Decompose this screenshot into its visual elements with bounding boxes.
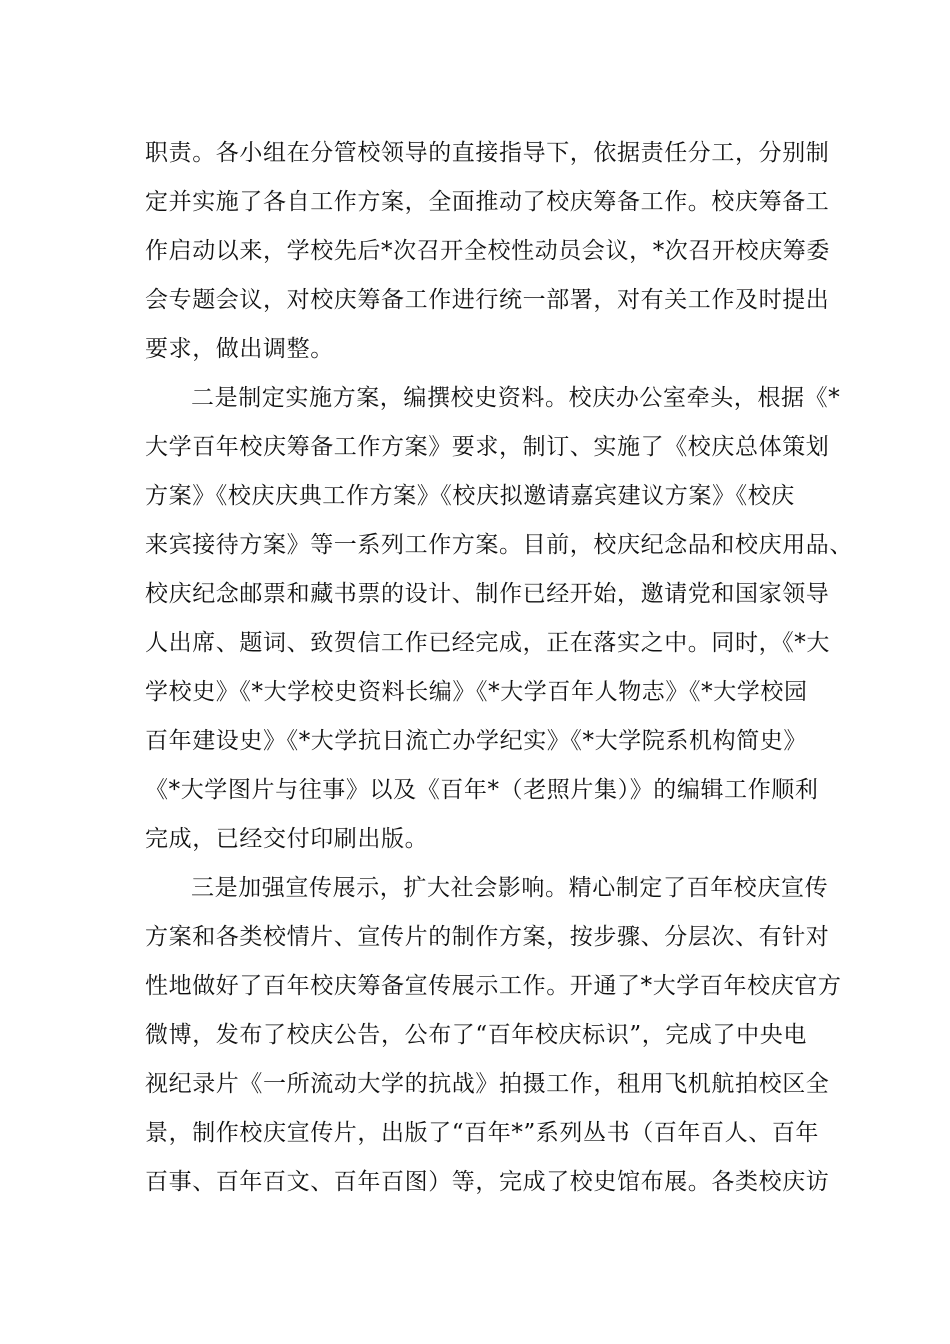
- text-line: 视纪录片《一所流动大学的抗战》拍摄工作，租用飞机航拍校区全: [145, 1071, 830, 1097]
- text-line: 三是加强宣传展示，扩大社会影响。精心制定了百年校庆宣传: [191, 875, 829, 901]
- text-line: 二是制定实施方案，编撰校史资料。校庆办公室牵头，根据《*: [191, 385, 841, 411]
- text-line: 方案和各类校情片、宣传片的制作方案，按步骤、分层次、有针对: [145, 924, 830, 950]
- paragraph-three: [145, 864, 842, 1207]
- text-line: 要求，做出调整。: [145, 336, 334, 362]
- text-line: 人出席、题词、致贺信工作已经完成，正在落实之中。同时，《*大: [145, 630, 830, 656]
- text-line: 百年建设史》《*大学抗日流亡办学纪实》《*大学院系机构简史》: [145, 728, 807, 754]
- text-line: 方案》《校庆庆典工作方案》《校庆拟邀请嘉宾建议方案》《校庆: [145, 483, 795, 509]
- text-line: 微博，发布了校庆公告，公布了“百年校庆标识”，完成了中央电: [145, 1022, 807, 1048]
- text-line: 性地做好了百年校庆筹备宣传展示工作。开通了*大学百年校庆官方: [145, 973, 842, 999]
- text-line: 大学百年校庆筹备工作方案》要求，制订、实施了《校庆总体策划: [145, 434, 830, 460]
- document-body: [145, 129, 853, 1207]
- text-line: 会专题会议，对校庆筹备工作进行统一部署，对有关工作及时提出: [145, 287, 830, 313]
- text-line: 定并实施了各自工作方案，全面推动了校庆筹备工作。校庆筹备工: [145, 189, 830, 215]
- text-line: 作启动以来，学校先后*次召开全校性动员会议，*次召开校庆筹委: [145, 238, 830, 264]
- text-line: 来宾接待方案》等一系列工作方案。目前，校庆纪念品和校庆用品、: [145, 532, 853, 558]
- paragraph-intro-continued: [145, 129, 830, 374]
- text-line: 完成，已经交付印刷出版。: [145, 826, 429, 852]
- text-line: 《*大学图片与往事》以及《百年*（老照片集）》的编辑工作顺利: [145, 777, 819, 803]
- text-line: 学校史》《*大学校史资料长编》《*大学百年人物志》《*大学校园: [145, 679, 808, 705]
- text-line: 百事、百年百文、百年百图）等，完成了校史馆布展。各类校庆访: [145, 1169, 830, 1195]
- text-line: 职责。各小组在分管校领导的直接指导下，依据责任分工，分别制: [145, 140, 830, 166]
- text-line: 景，制作校庆宣传片，出版了“百年*”系列丛书（百年百人、百年: [145, 1120, 820, 1146]
- paragraph-two: [145, 374, 853, 864]
- text-line: 校庆纪念邮票和藏书票的设计、制作已经开始，邀请党和国家领导: [145, 581, 830, 607]
